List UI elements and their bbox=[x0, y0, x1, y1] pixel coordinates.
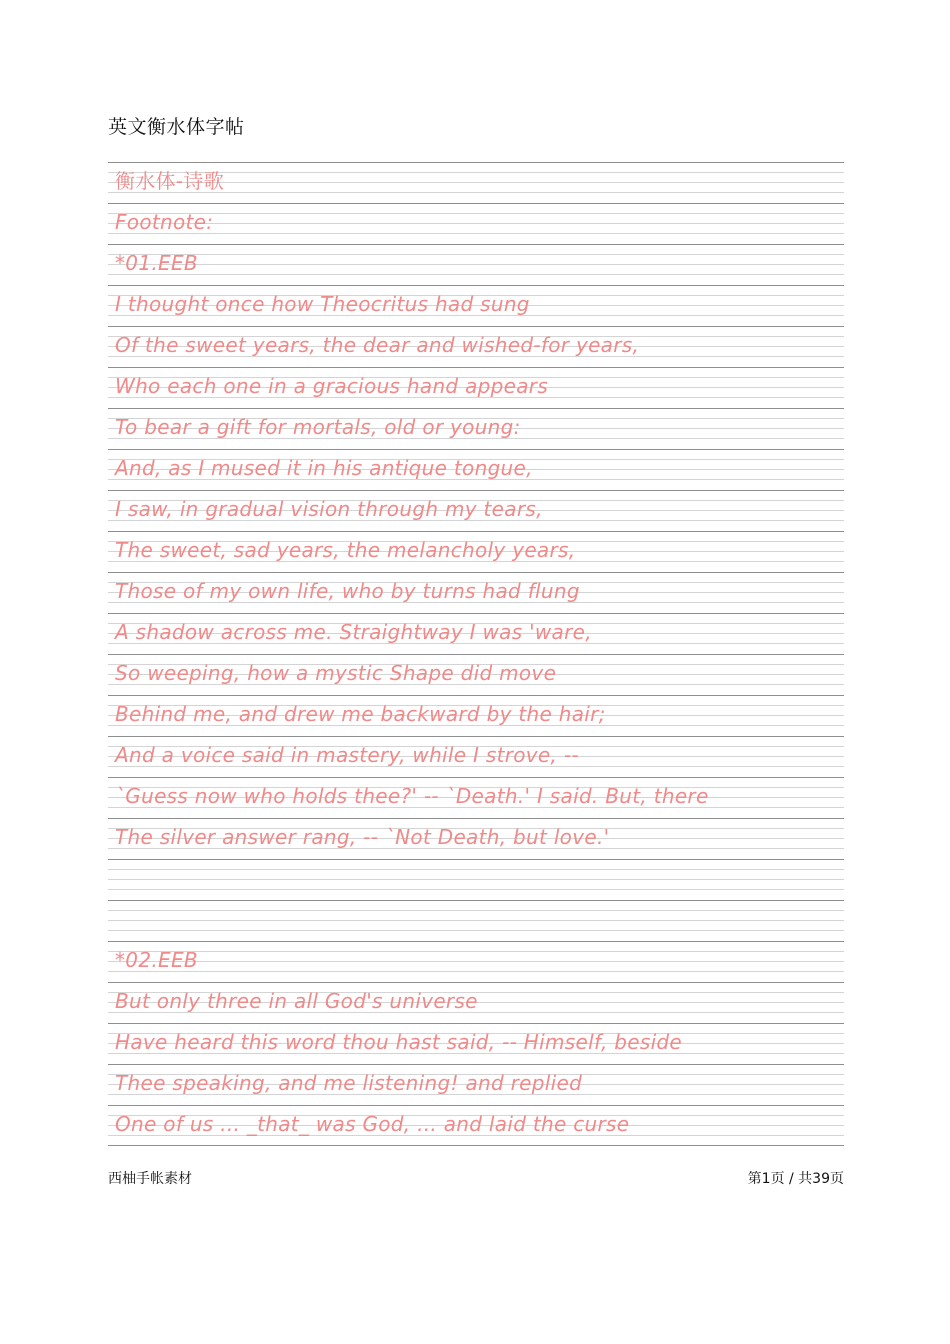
copy-line-text: *02.EEB bbox=[115, 948, 198, 972]
copy-line bbox=[108, 572, 844, 613]
copy-line bbox=[108, 941, 844, 982]
guide-rule bbox=[108, 213, 844, 214]
baseline-rule bbox=[108, 531, 844, 532]
guide-rule bbox=[108, 223, 844, 224]
copy-line bbox=[108, 1023, 844, 1064]
baseline-rule bbox=[108, 449, 844, 450]
baseline-rule bbox=[108, 613, 844, 614]
copy-line bbox=[108, 900, 844, 941]
guide-rule bbox=[108, 889, 844, 890]
baseline-rule bbox=[108, 162, 844, 163]
baseline-rule bbox=[108, 1105, 844, 1106]
copy-line-text: The sweet, sad years, the melancholy years, bbox=[115, 538, 576, 562]
baseline-rule bbox=[108, 736, 844, 737]
guide-rule bbox=[108, 879, 844, 880]
guide-rule bbox=[108, 274, 844, 275]
baseline-rule bbox=[108, 941, 844, 942]
copy-line bbox=[108, 736, 844, 777]
baseline-rule bbox=[108, 408, 844, 409]
copy-line bbox=[108, 777, 844, 818]
copy-line bbox=[108, 408, 844, 449]
copy-line-text: Footnote: bbox=[115, 210, 214, 234]
baseline-rule bbox=[108, 777, 844, 778]
copy-line bbox=[108, 1064, 844, 1105]
copy-line-text: And a voice said in mastery, while I strove, -- bbox=[115, 743, 579, 767]
guide-rule bbox=[108, 233, 844, 234]
baseline-rule bbox=[108, 818, 844, 819]
copy-line-text: A shadow across me. Straightway I was 'ware, bbox=[115, 620, 592, 644]
copy-line-text: Behind me, and drew me backward by the hair; bbox=[115, 702, 606, 726]
copy-line-text: I saw, in gradual vision through my tears, bbox=[115, 497, 543, 521]
baseline-rule bbox=[108, 326, 844, 327]
copy-line-text: *01.EEB bbox=[115, 251, 198, 275]
copy-line-text: One of us ... _that_ was God, ... and laid the curse bbox=[115, 1112, 630, 1136]
guide-rule bbox=[108, 951, 844, 952]
copy-line bbox=[108, 818, 844, 859]
bottom-rule bbox=[108, 1145, 844, 1146]
copy-line-text: I thought once how Theocritus had sung bbox=[115, 292, 530, 316]
baseline-rule bbox=[108, 203, 844, 204]
copy-line bbox=[108, 367, 844, 408]
copy-line-text: `Guess now who holds thee?' -- `Death.' I said. But, there bbox=[115, 784, 709, 808]
footer-source: 西柚手帐素材 bbox=[108, 1171, 192, 1187]
copy-line-text: 衡水体-诗歌 bbox=[115, 169, 225, 193]
baseline-rule bbox=[108, 654, 844, 655]
copy-line-text: Have heard this word thou hast said, -- Himself, beside bbox=[115, 1030, 683, 1054]
baseline-rule bbox=[108, 367, 844, 368]
copy-line bbox=[108, 1105, 844, 1146]
guide-rule bbox=[108, 910, 844, 911]
baseline-rule bbox=[108, 695, 844, 696]
guide-rule bbox=[108, 920, 844, 921]
guide-rule bbox=[108, 869, 844, 870]
baseline-rule bbox=[108, 1023, 844, 1024]
guide-rule bbox=[108, 961, 844, 962]
baseline-rule bbox=[108, 285, 844, 286]
copy-line bbox=[108, 859, 844, 900]
copy-line-text: Those of my own life, who by turns had flung bbox=[115, 579, 580, 603]
copy-line bbox=[108, 162, 844, 203]
copy-line bbox=[108, 244, 844, 285]
page-number: 第1页 / 共39页 bbox=[747, 1171, 844, 1187]
copy-line bbox=[108, 982, 844, 1023]
copy-line bbox=[108, 654, 844, 695]
page-title: 英文衡水体字帖 bbox=[108, 116, 245, 138]
guide-rule bbox=[108, 971, 844, 972]
baseline-rule bbox=[108, 859, 844, 860]
copy-line-text: The silver answer rang, -- `Not Death, but love.' bbox=[115, 825, 610, 849]
guide-rule bbox=[108, 264, 844, 265]
copy-line-text: Who each one in a gracious hand appears bbox=[115, 374, 549, 398]
copy-line bbox=[108, 326, 844, 367]
baseline-rule bbox=[108, 900, 844, 901]
baseline-rule bbox=[108, 982, 844, 983]
copy-line bbox=[108, 613, 844, 654]
baseline-rule bbox=[108, 572, 844, 573]
copy-line-text: Thee speaking, and me listening! and replied bbox=[115, 1071, 583, 1095]
copy-line bbox=[108, 285, 844, 326]
copy-line-text: And, as I mused it in his antique tongue, bbox=[115, 456, 533, 480]
copy-line bbox=[108, 531, 844, 572]
copy-line bbox=[108, 490, 844, 531]
copy-line-text: But only three in all God's universe bbox=[115, 989, 478, 1013]
copy-line bbox=[108, 203, 844, 244]
baseline-rule bbox=[108, 1064, 844, 1065]
copybook-sheet bbox=[108, 162, 844, 1146]
copy-line bbox=[108, 449, 844, 490]
copy-line-text: So weeping, how a mystic Shape did move bbox=[115, 661, 557, 685]
baseline-rule bbox=[108, 244, 844, 245]
copy-line-text: Of the sweet years, the dear and wished-for years, bbox=[115, 333, 640, 357]
guide-rule bbox=[108, 930, 844, 931]
guide-rule bbox=[108, 254, 844, 255]
baseline-rule bbox=[108, 490, 844, 491]
copy-line-text: To bear a gift for mortals, old or young: bbox=[115, 415, 521, 439]
copy-line bbox=[108, 695, 844, 736]
